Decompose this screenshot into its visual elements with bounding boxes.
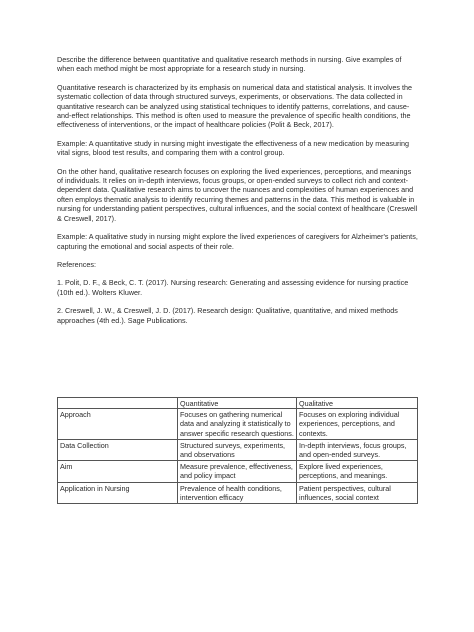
table-row [58, 409, 418, 440]
table-cell: Application in Nursing [58, 482, 178, 503]
references-heading: References: [57, 259, 96, 269]
table-cell: In-depth interviews, focus groups, and open-ended surveys. [297, 439, 418, 460]
table-header-cell: Qualitative [297, 398, 418, 409]
table-cell: Prevalence of health conditions, intervention efficacy [178, 482, 297, 503]
table-row [58, 439, 418, 460]
table-row [58, 461, 418, 482]
table-cell: Explore lived experiences, perceptions, and meanings. [297, 461, 418, 482]
table-cell: Measure prevalence, effectiveness, and policy impact [178, 461, 297, 482]
table-cell: Focuses on gathering numerical data and analyzing it statistically to answer specific research questions. [178, 409, 297, 440]
table-cell: Patient perspectives, cultural influences, social context [297, 482, 418, 503]
reference-1: 1. Polit, D. F., & Beck, C. T. (2017). Nursing research: Generating and assessing evidence for nursing practice (10th ed.). Wolters Kluwer. [57, 278, 409, 297]
table-cell: Aim [58, 461, 178, 482]
comparison-table [57, 397, 418, 504]
qualitative-paragraph: On the other hand, qualitative research focuses on exploring the lived experiences, perceptions, and meanings of individuals. It relies on in-depth interviews, focus groups, or open-ended surveys to collect rich and context-dependent data. Qualitative research aims to uncover the nuances and complexities of human experiences and often employs thematic analysis to identify recurring themes and patterns in the data. This method is valuable in nursing for understanding patient perspectives, cultural influences, and the social context of healthcare (Creswell & Creswell, 2017). [57, 166, 418, 223]
table-header-cell [58, 398, 178, 409]
document-body [57, 55, 419, 334]
quantitative-example: Example: A quantitative study in nursing might investigate the effectiveness of a new medication by measuring vital signs, blood test results, and comparing them with a control group. [57, 138, 410, 158]
table-cell: Approach [58, 409, 178, 440]
table-header-cell: Quantitative [178, 398, 297, 409]
table-cell: Data Collection [58, 439, 178, 460]
table-row [58, 482, 418, 503]
table-cell: Focuses on exploring individual experiences, perceptions, and contexts. [297, 409, 418, 440]
qualitative-example: Example: A qualitative study in nursing might explore the lived experiences of caregivers for Alzheimer's patients, capturing the emotional and social aspects of their role. [57, 232, 418, 251]
comparison-table-wrapper [57, 397, 417, 504]
reference-2: 2. Creswell, J. W., & Creswell, J. D. (2017). Research design: Qualitative, quantitative, and mixed methods approaches (4th ed.). Sage Publications. [57, 306, 398, 325]
table-cell: Structured surveys, experiments, and observations [178, 439, 297, 460]
quantitative-paragraph: Quantitative research is characterized by its emphasis on numerical data and statistical analysis. It involves the systematic collection of data through structured surveys, experiments, or observations. The data collected in quantitative research can be analyzed using statistical techniques to identify patterns, correlations, and cause-and-effect relationships. This method is often used to measure the prevalence of specific health conditions, the effectiveness of interventions, or the impact of healthcare policies (Polit & Beck, 2017). [57, 82, 413, 130]
question-paragraph: Describe the difference between quantitative and qualitative research methods in nursing. Give examples of when each method might be most appropriate for a research study in nursing. [57, 55, 402, 74]
table-header-row [58, 398, 418, 409]
